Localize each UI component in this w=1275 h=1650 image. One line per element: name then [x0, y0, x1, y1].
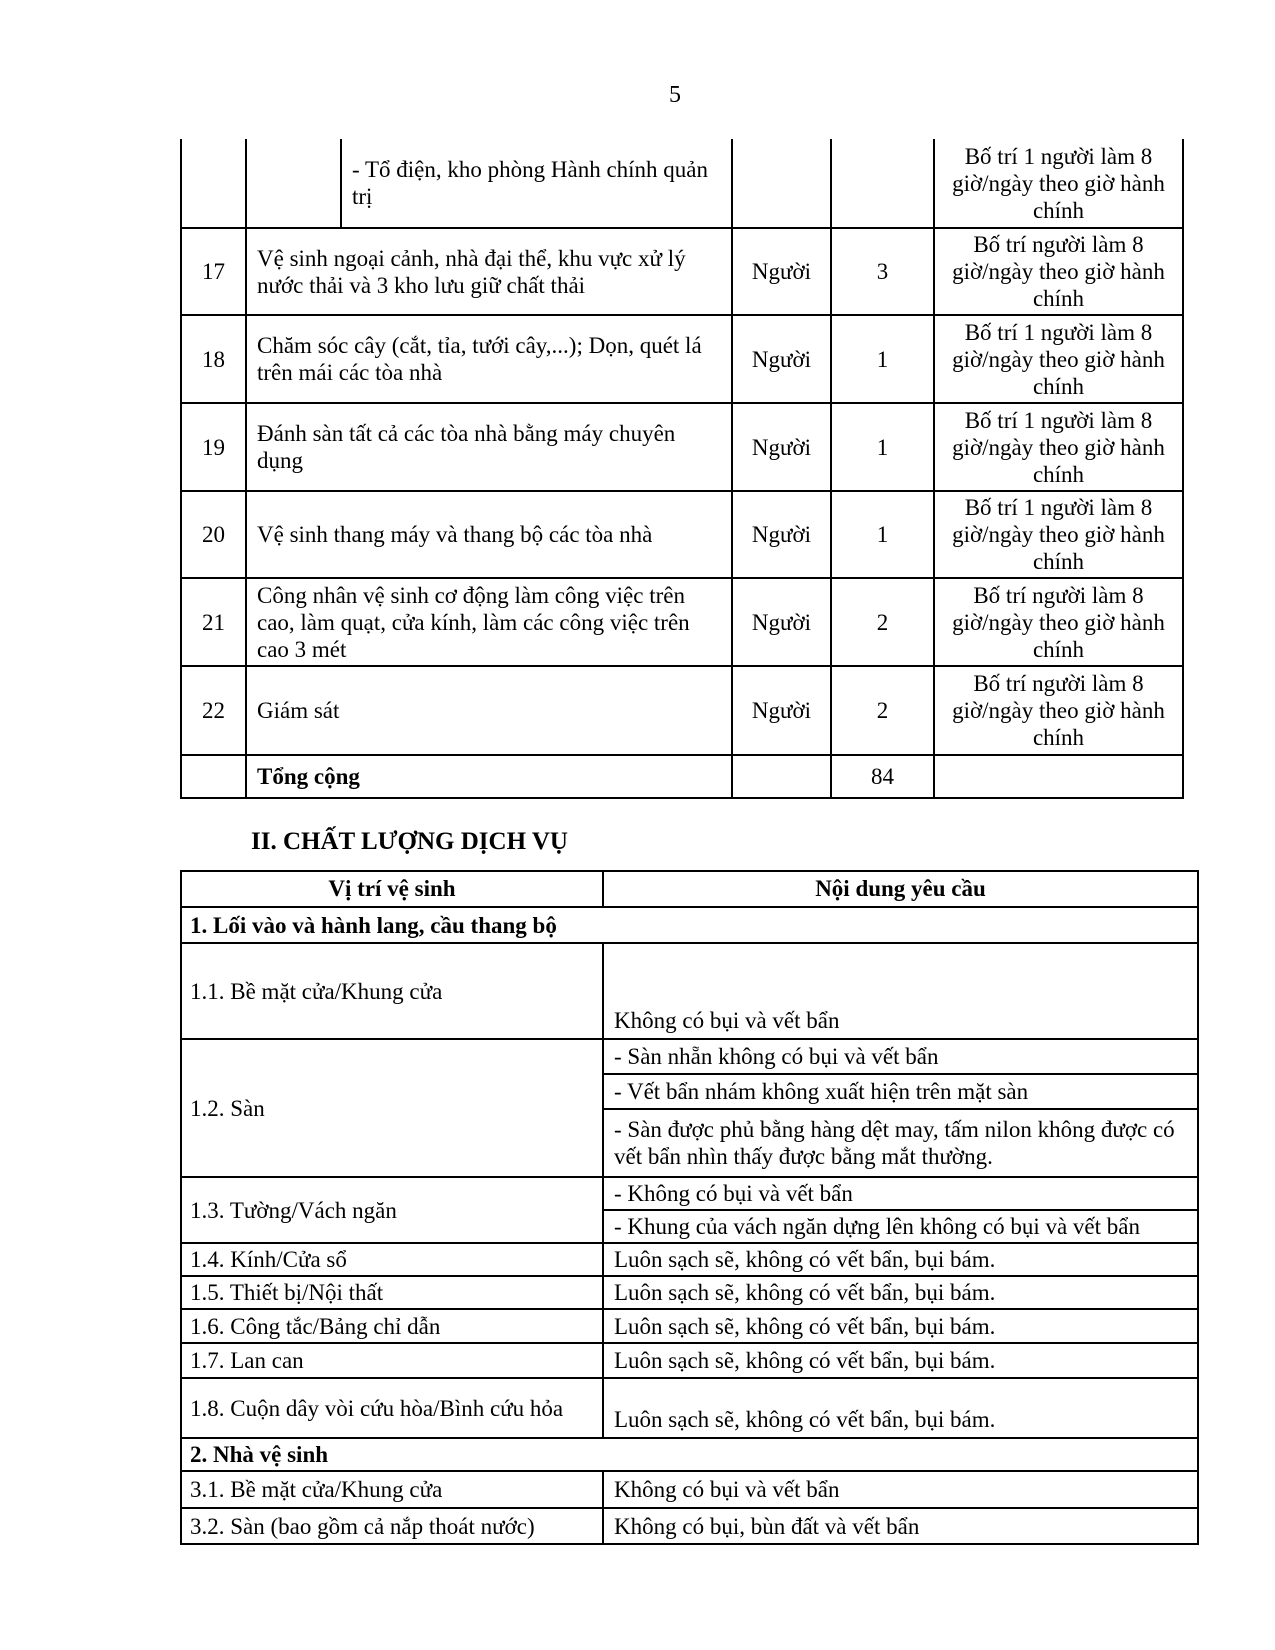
position-cell: 1.3. Tường/Vách ngăn [181, 1177, 603, 1243]
header-requirement: Nội dung yêu cầu [603, 871, 1198, 907]
section-heading: II. CHẤT LƯỢNG DỊCH VỤ [251, 828, 568, 855]
requirement-cell: - Sàn được phủ bằng hàng dệt may, tấm nilon không được có vết bẩn nhìn thấy được bằng mắt thường. [603, 1109, 1198, 1177]
requirement-cell: - Sàn nhẵn không có bụi và vết bẩn [603, 1039, 1198, 1074]
row-3-2 [181, 1508, 1198, 1544]
total-label-cell: Tổng cộng [246, 755, 732, 798]
row-1-8 [181, 1378, 1198, 1438]
stt-cell [181, 139, 246, 228]
header-position: Vị trí vệ sinh [181, 871, 603, 907]
table-row-total [181, 755, 1183, 798]
stt-cell: 21 [181, 578, 246, 666]
requirement-cell: Luôn sạch sẽ, không có vết bẩn, bụi bám. [603, 1243, 1198, 1276]
stt-cell: 18 [181, 315, 246, 403]
row-1-6 [181, 1309, 1198, 1343]
position-cell: 1.6. Công tắc/Bảng chỉ dẫn [181, 1309, 603, 1343]
note-cell: Bố trí người làm 8 giờ/ngày theo giờ hành chính [934, 228, 1183, 315]
description-cell: Giám sát [246, 666, 732, 755]
section-row-2 [181, 1438, 1198, 1471]
sub-empty-cell [246, 139, 341, 228]
stt-cell: 19 [181, 403, 246, 491]
quantity-cell: 1 [831, 491, 934, 578]
row-3-1 [181, 1471, 1198, 1508]
table-row-continuation [181, 139, 1183, 228]
unit-cell [732, 139, 831, 228]
stt-cell: 17 [181, 228, 246, 315]
quantity-cell: 1 [831, 315, 934, 403]
note-cell: Bố trí 1 người làm 8 giờ/ngày theo giờ hành chính [934, 403, 1183, 491]
requirement-cell: Luôn sạch sẽ, không có vết bẩn, bụi bám. [603, 1309, 1198, 1343]
description-cell: - Tổ điện, kho phòng Hành chính quản trị [341, 139, 732, 228]
staffing-table [180, 139, 1184, 799]
page-number: 5 [669, 82, 681, 108]
requirement-cell: Luôn sạch sẽ, không có vết bẩn, bụi bám. [603, 1276, 1198, 1309]
row-1-7 [181, 1343, 1198, 1378]
unit-cell: Người [732, 403, 831, 491]
section-title: 1. Lối vào và hành lang, cầu thang bộ [181, 907, 1198, 943]
stt-cell: 22 [181, 666, 246, 755]
table-row-19 [181, 403, 1183, 491]
quantity-cell: 1 [831, 403, 934, 491]
unit-cell: Người [732, 578, 831, 666]
unit-cell [732, 755, 831, 798]
position-cell: 1.1. Bề mặt cửa/Khung cửa [181, 943, 603, 1039]
position-cell: 1.2. Sàn [181, 1039, 603, 1177]
quantity-cell: 2 [831, 578, 934, 666]
description-cell: Vệ sinh ngoại cảnh, nhà đại thể, khu vực xử lý nước thải và 3 kho lưu giữ chất thải [246, 228, 732, 315]
note-cell: Bố trí 1 người làm 8 giờ/ngày theo giờ hành chính [934, 139, 1183, 228]
row-1-1 [181, 943, 1198, 1039]
table-row-17 [181, 228, 1183, 315]
position-cell: 3.1. Bề mặt cửa/Khung cửa [181, 1471, 603, 1508]
position-cell: 1.7. Lan can [181, 1343, 603, 1378]
unit-cell: Người [732, 315, 831, 403]
requirement-cell: Không có bụi và vết bẩn [603, 1471, 1198, 1508]
position-cell: 1.5. Thiết bị/Nội thất [181, 1276, 603, 1309]
unit-cell: Người [732, 228, 831, 315]
position-cell: 1.8. Cuộn dây vòi cứu hòa/Bình cứu hỏa [181, 1378, 603, 1438]
requirement-cell: Luôn sạch sẽ, không có vết bẩn, bụi bám. [603, 1378, 1198, 1438]
quantity-cell: 3 [831, 228, 934, 315]
note-cell [934, 755, 1183, 798]
requirement-cell: - Khung của vách ngăn dựng lên không có bụi và vết bẩn [603, 1210, 1198, 1243]
section-title: 2. Nhà vệ sinh [181, 1438, 1198, 1471]
stt-cell: 20 [181, 491, 246, 578]
note-cell: Bố trí 1 người làm 8 giờ/ngày theo giờ hành chính [934, 491, 1183, 578]
note-cell: Bố trí 1 người làm 8 giờ/ngày theo giờ hành chính [934, 315, 1183, 403]
unit-cell: Người [732, 666, 831, 755]
row-1-5 [181, 1276, 1198, 1309]
position-cell: 1.4. Kính/Cửa sổ [181, 1243, 603, 1276]
row-1-2 [181, 1039, 1198, 1074]
requirement-cell: Luôn sạch sẽ, không có vết bẩn, bụi bám. [603, 1343, 1198, 1378]
table-row-18 [181, 315, 1183, 403]
requirement-cell: Không có bụi và vết bẩn [603, 943, 1198, 1039]
quantity-cell [831, 139, 934, 228]
requirement-cell: - Không có bụi và vết bẩn [603, 1177, 1198, 1210]
total-quantity-cell: 84 [831, 755, 934, 798]
note-cell: Bố trí người làm 8 giờ/ngày theo giờ hành chính [934, 578, 1183, 666]
section-row-1 [181, 907, 1198, 943]
description-cell: Đánh sàn tất cả các tòa nhà bằng máy chuyên dụng [246, 403, 732, 491]
requirement-cell: Không có bụi, bùn đất và vết bẩn [603, 1508, 1198, 1544]
description-cell: Chăm sóc cây (cắt, tỉa, tưới cây,...); Dọn, quét lá trên mái các tòa nhà [246, 315, 732, 403]
quantity-cell: 2 [831, 666, 934, 755]
note-cell: Bố trí người làm 8 giờ/ngày theo giờ hành chính [934, 666, 1183, 755]
row-1-3 [181, 1177, 1198, 1210]
stt-cell [181, 755, 246, 798]
unit-cell: Người [732, 491, 831, 578]
quality-table [180, 870, 1199, 1545]
table-row-21 [181, 578, 1183, 666]
requirement-cell: - Vết bẩn nhám không xuất hiện trên mặt sàn [603, 1074, 1198, 1109]
row-1-4 [181, 1243, 1198, 1276]
table-row-20 [181, 491, 1183, 578]
description-cell: Vệ sinh thang máy và thang bộ các tòa nhà [246, 491, 732, 578]
position-cell: 3.2. Sàn (bao gồm cả nắp thoát nước) [181, 1508, 603, 1544]
description-cell: Công nhân vệ sinh cơ động làm công việc trên cao, làm quạt, cửa kính, làm các công việc trên cao 3 mét [246, 578, 732, 666]
quality-header-row [181, 871, 1198, 907]
table-row-22 [181, 666, 1183, 755]
